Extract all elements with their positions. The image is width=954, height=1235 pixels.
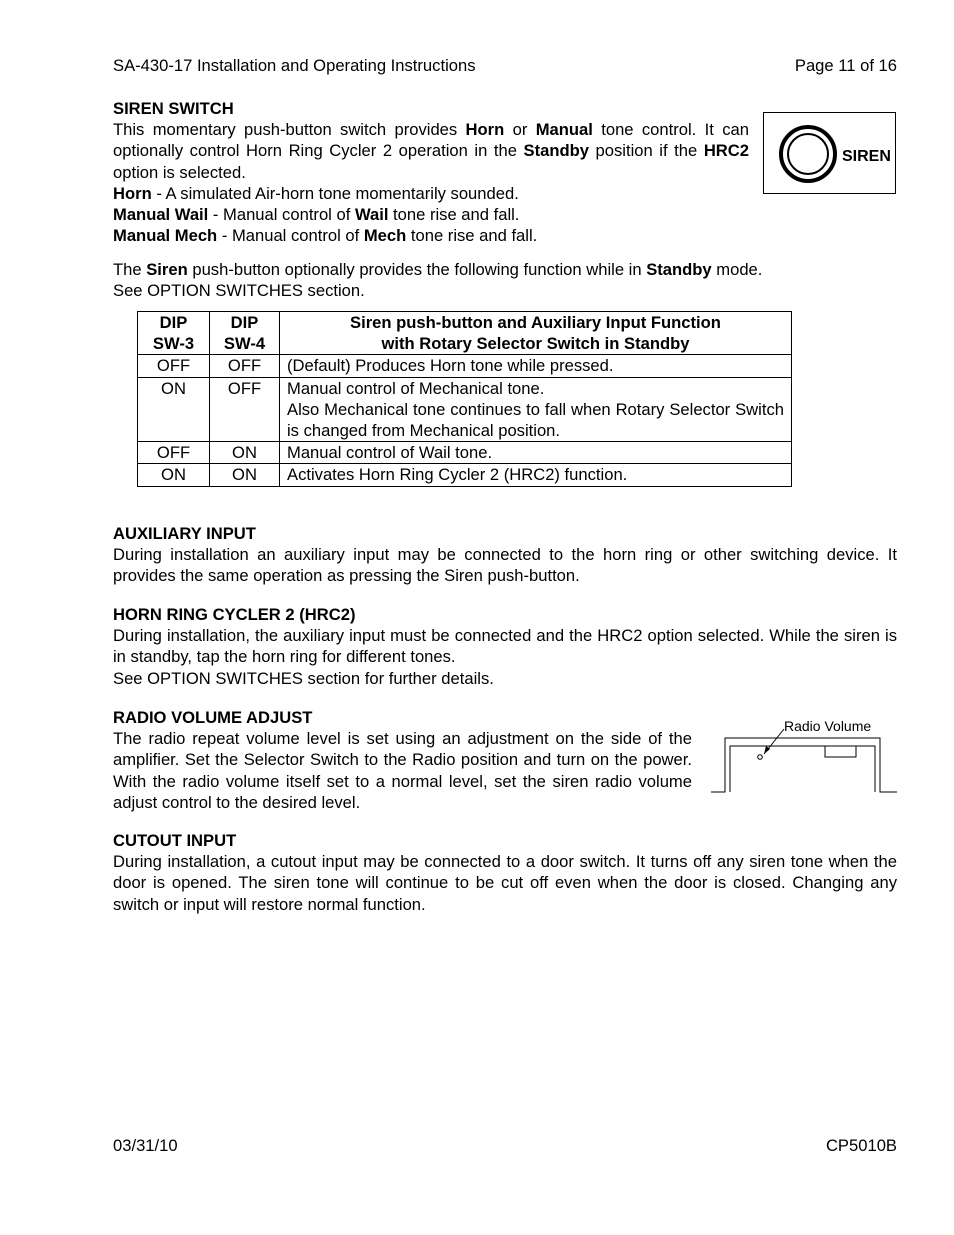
siren-switch-paragraph: This momentary push-button switch provides Horn or Manual tone control. It can optionally control Horn Ring Cycler 2 operation in the Standby position if the HRC2 option is selected.: [113, 120, 749, 182]
cutout-input-text: During installation, a cutout input may be connected to a door switch. It turns off any siren tone when the door is opened. The siren tone will continue to be cut off even when the door is closed. Changing any switch or input will restore normal function.: [113, 852, 897, 914]
header-title: SA-430-17 Installation and Operating Instructions: [113, 56, 476, 75]
table-row: OFF ON Manual control of Wail tone.: [138, 442, 792, 464]
manual-wail-definition: Manual Wail - Manual control of Wail tone rise and fall.: [113, 205, 520, 225]
siren-button-figure: [763, 112, 896, 194]
radio-volume-text: The radio repeat volume level is set using an adjustment on the side of the amplifier. Set the Selector Switch to the Radio position and turn on the power. With the radio volume itself set to a normal level, set the siren radio volume adjust control to the desired level.: [113, 729, 692, 812]
auxiliary-input-text: During installation an auxiliary input may be connected to the horn ring or other switching device. It provides the same operation as pressing the Siren push-button.: [113, 545, 897, 586]
hrc2-heading: HORN RING CYCLER 2 (HRC2): [113, 605, 356, 624]
col-function: Siren push-button and Auxiliary Input Function with Rotary Selector Switch in Standby: [280, 312, 792, 355]
siren-switch-section: [113, 98, 749, 246]
amplifier-side-diagram: [708, 715, 898, 800]
radio-volume-figure: [708, 715, 898, 800]
col-dip-sw4: DIP SW-4: [210, 312, 280, 355]
hrc2-section: [113, 604, 897, 689]
page-header: [113, 56, 897, 76]
horn-definition: Horn - A simulated Air-horn tone momentarily sounded.: [113, 183, 519, 203]
table-row: OFF OFF (Default) Produces Horn tone while pressed.: [138, 355, 792, 377]
footer-part-number: CP5010B: [825, 1136, 897, 1155]
volume-adjust-knob: [758, 755, 763, 760]
cutout-input-section: [113, 830, 897, 915]
auxiliary-input-heading: AUXILIARY INPUT: [113, 524, 256, 543]
manual-mech-definition: Manual Mech - Manual control of Mech tone rise and fall.: [113, 226, 538, 246]
radio-volume-heading: RADIO VOLUME ADJUST: [113, 708, 313, 727]
siren-switch-heading: SIREN SWITCH: [113, 99, 234, 118]
siren-button-icon: [764, 113, 895, 193]
table-row: ON OFF Manual control of Mechanical tone. Also Mechanical tone continues to fall when Rotary Selector Switch is changed from Mechanical position.: [138, 377, 792, 442]
footer-date: 03/31/10: [113, 1136, 178, 1155]
auxiliary-input-section: [113, 523, 897, 587]
siren-button-label: SIREN: [842, 148, 891, 165]
cutout-input-heading: CUTOUT INPUT: [113, 831, 237, 850]
col-dip-sw3: DIP SW-3: [138, 312, 210, 355]
table-header-row: [138, 312, 792, 355]
header-page-number: Page 11 of 16: [794, 56, 897, 75]
siren-standby-note: The Siren push-button optionally provides the following function while in Standby mode. See OPTION SWITCHES section.: [113, 260, 763, 301]
radio-volume-section: [113, 707, 692, 813]
dip-switch-table: [137, 311, 792, 487]
page-footer: [113, 1136, 897, 1156]
radio-volume-label: Radio Volume: [784, 718, 872, 734]
hrc2-text: During installation, the auxiliary input must be connected and the HRC2 option selected. While the siren is in standby, tap the horn ring for different tones.: [113, 626, 897, 667]
table-row: ON ON Activates Horn Ring Cycler 2 (HRC2) function.: [138, 464, 792, 486]
hrc2-see-also: See OPTION SWITCHES section for further details.: [113, 668, 494, 688]
